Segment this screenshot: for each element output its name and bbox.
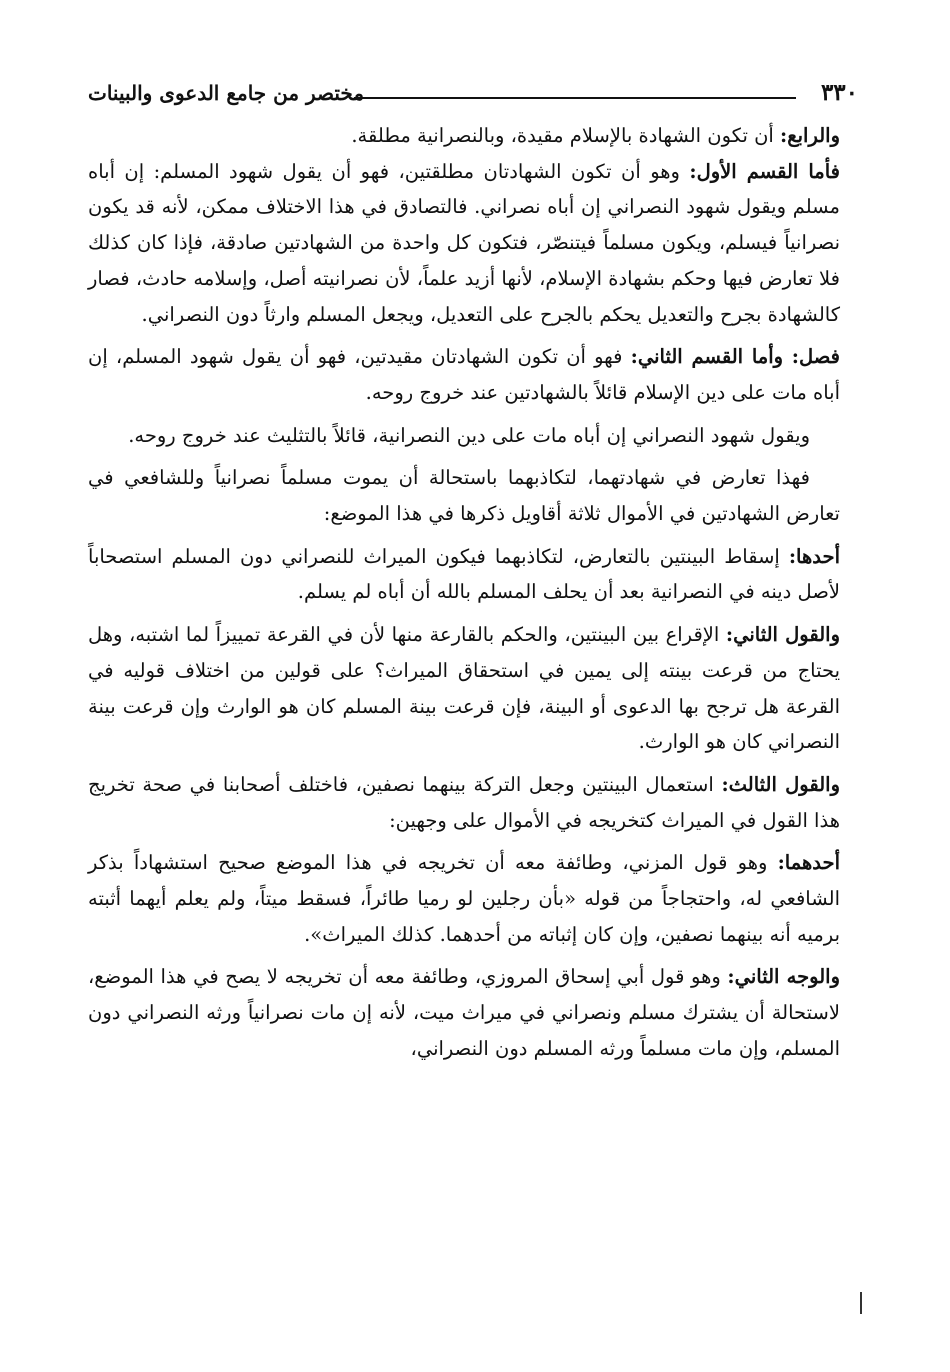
paragraph-text: وهو أن تكون الشهادتان مطلقتين، فهو أن يقول شهود المسلم: إن أباه مسلم ويقول شهود النصراني إن أباه نصراني. فالتصادق في هذا الاختلاف ممكن، لأنه قد يكون نصرانياً فيسلم، ويكون مسلماً فيتنصّر، فتكون كل واحدة من الشهادتين صادقة، فإذا كان كذلك فلا تعارض فيها وحكم بشهادة الإسلام، لأنها أزيد علماً، لأن نصرانيته أصل، وإسلامه حادث، فصار كالشهادة بجرح والتعديل يحكم بالجرح على التعديل، ويجعل المسلم وارثاً دون النصراني. — [88, 159, 840, 326]
paragraph — [88, 154, 840, 333]
running-title: مختصر من جامع الدعوى والبينات — [88, 81, 365, 105]
paragraph-text: وهو قول المزني، وطائفة معه أن تخريجه في هذا الموضع صحيح استشهاداً بذكر الشافعي له، واحتجاجاً من قوله «بأن رجلين لو رميا طائراً، فسقط ميتاً، ولم يعلم أيهما أثبته برميه أنه بينهما نصفين، وإن كان إثباته من أحدهما. كذلك الميراث». — [88, 851, 840, 946]
paragraph-lead: فصل: وأما القسم الثاني: — [630, 345, 840, 369]
paragraph — [88, 617, 840, 760]
page-header — [88, 76, 858, 110]
paragraph-text: وهو قول أبي إسحاق المروزي، وطائفة معه أن تخريجه لا يصح في هذا الموضع، لاستحالة أن يشترك مسلم ونصراني في ميراث ميت، لأنه إن مات نصرانياً ورثه النصراني دون المسلم، وإن مات مسلماً ورثه المسلم دون النصراني، — [88, 965, 840, 1060]
header-rule — [354, 97, 796, 99]
paragraph-lead: والقول الثاني: — [725, 623, 841, 647]
paragraph-text: ويقول شهود النصراني إن أباه مات على دين النصرانية، قائلاً بالتثليث عند خروج روحه. — [128, 423, 810, 447]
paragraph — [88, 767, 840, 838]
paragraph-lead: أحدهما: — [777, 851, 840, 875]
paragraph-text: أن تكون الشهادة بالإسلام مقيدة، وبالنصرانية مطلقة. — [351, 124, 781, 147]
paragraph — [88, 845, 840, 952]
paragraph — [88, 339, 840, 410]
margin-mark — [860, 1292, 862, 1314]
paragraph-lead: والوجه الثاني: — [727, 965, 840, 989]
paragraph-lead: والقول الثالث: — [721, 772, 840, 796]
paragraph-lead: والرابع: — [780, 124, 840, 147]
paragraph — [88, 539, 840, 610]
paragraph-lead: فأما القسم الأول: — [689, 159, 840, 183]
paragraph-text: فهو أن تكون الشهادتان مقيدتين، فهو أن يقول شهود المسلم، إن أباه مات على دين الإسلام قائلاً بالشهادتين عند خروج روحه. — [88, 345, 840, 404]
page-number: ٣٣٠ — [820, 79, 858, 106]
paragraph-text: استعمال البينتين وجعل التركة بينهما نصفين، فاختلف أصحابنا في صحة تخريج هذا القول في الميراث كتخريجه في الأموال على وجهين: — [88, 772, 840, 832]
page-body — [88, 118, 840, 1067]
paragraph — [88, 418, 840, 454]
paragraph-text: الإقراع بين البينتين، والحكم بالقارعة منها لأن في القرعة تمييزاً لما اشتبه، وهل يحتاج من قرعت بينته إلى يمين في استحقاق الميراث؟ على قولين من اختلاف قوليه في القرعة هل ترجح بها الدعوى أو البينة، فإن قرعت بينة المسلم كان هو الوارث وإن قرعت بينة النصراني كان هو الوارث. — [88, 623, 840, 754]
paragraph-lead: أحدها: — [788, 544, 840, 568]
paragraph-text: فهذا تعارض في شهادتهما، لتكاذبهما باستحالة أن يموت مسلماً نصرانياً وللشافعي في تعارض الشهادتين في الأموال ثلاثة أقاويل ذكرها في هذا الموضع: — [88, 466, 840, 526]
paragraph — [88, 460, 840, 531]
paragraph-text: إسقاط البينتين بالتعارض، لتكاذبهما فيكون الميراث للنصراني دون المسلم استصحاباً لأصل دينه في النصرانية بعد أن يحلف المسلم بالله أن أباه لم يسلم. — [88, 544, 840, 604]
paragraph — [88, 959, 840, 1066]
paragraph — [88, 118, 840, 154]
